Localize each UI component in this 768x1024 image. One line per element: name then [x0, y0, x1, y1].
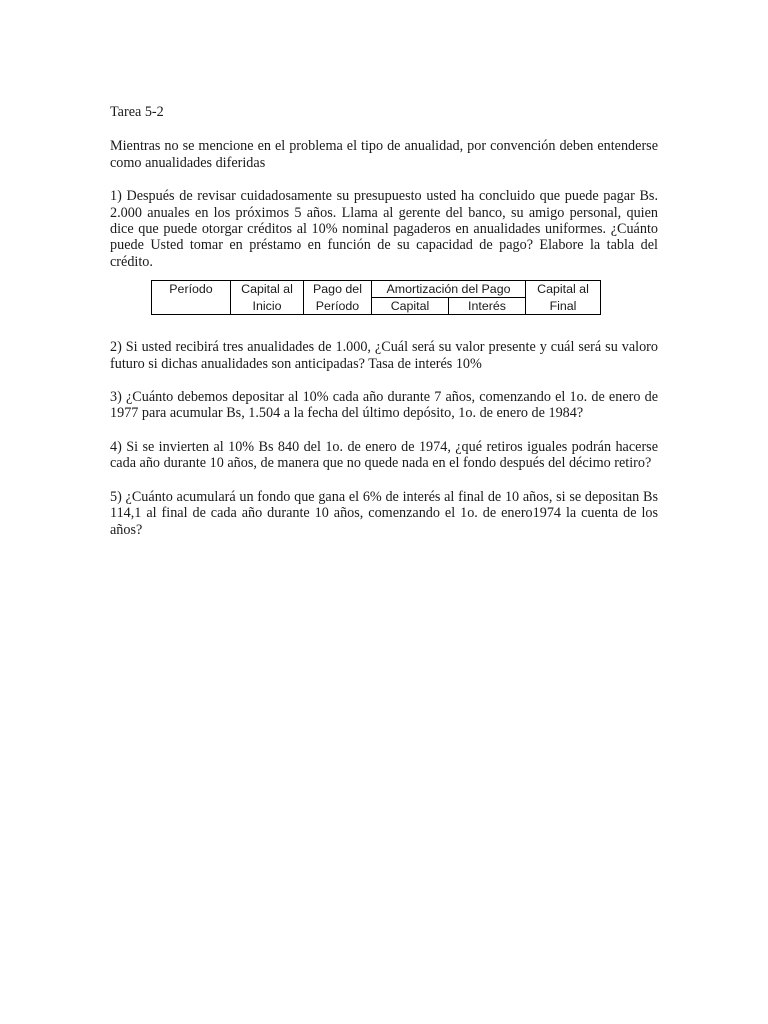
header-periodo: Período	[152, 281, 231, 298]
header-capital-inicio-line1: Capital al	[231, 281, 304, 298]
problem-4: 4) Si se invierten al 10% Bs 840 del 1o. de enero de 1974, ¿qué retiros iguales podrán hacerse cada año durante 10 años, de manera que no quede nada en el fondo después del décimo retiro?	[110, 438, 658, 472]
header-capital: Capital	[372, 298, 449, 315]
header-amortizacion: Amortización del Pago	[372, 281, 526, 298]
credit-table	[151, 280, 601, 315]
problem-5: 5) ¿Cuánto acumulará un fondo que gana el 6% de interés al final de 10 años, si se depositan Bs 114,1 al final de cada año durante 10 años, comenzando el 1o. de enero1974 la cuenta de los años?	[110, 488, 658, 538]
header-capital-inicio-line2: Inicio	[231, 298, 304, 315]
header-capital-final-line2: Final	[526, 298, 601, 315]
problem-2: 2) Si usted recibirá tres anualidades de 1.000, ¿Cuál será su valor presente y cuál será su valoro futuro si dichas anualidades son anticipadas? Tasa de interés 10%	[110, 339, 658, 372]
intro-paragraph: Mientras no se mencione en el problema el tipo de anualidad, por convención deben entenderse como anualidades diferidas	[110, 138, 658, 171]
header-periodo-cont	[152, 298, 231, 315]
credit-table-header-row-2	[152, 298, 601, 315]
problem-1: 1) Después de revisar cuidadosamente su presupuesto usted ha concluido que puede pagar Bs. 2.000 anuales en los próximos 5 años. Llama al gerente del banco, su amigo personal, quien dice que puede otorgar créditos al 10% nominal pagaderos en anualidades uniformes. ¿Cuánto puede Usted tomar en préstamo en función de su capacidad de pago? Elabore la tabla del crédito.	[110, 188, 658, 270]
document-body	[110, 104, 658, 555]
credit-table-header-row-1	[152, 281, 601, 298]
header-pago-line1: Pago del	[304, 281, 372, 298]
header-interes: Interés	[449, 298, 526, 315]
problem-3: 3) ¿Cuánto debemos depositar al 10% cada año durante 7 años, comenzando el 1o. de enero de 1977 para acumular Bs, 1.504 a la fecha del último depósito, 1o. de enero de 1984?	[110, 389, 658, 422]
document-title: Tarea 5-2	[110, 104, 164, 120]
header-capital-final-line1: Capital al	[526, 281, 601, 298]
header-pago-line2: Período	[304, 298, 372, 315]
